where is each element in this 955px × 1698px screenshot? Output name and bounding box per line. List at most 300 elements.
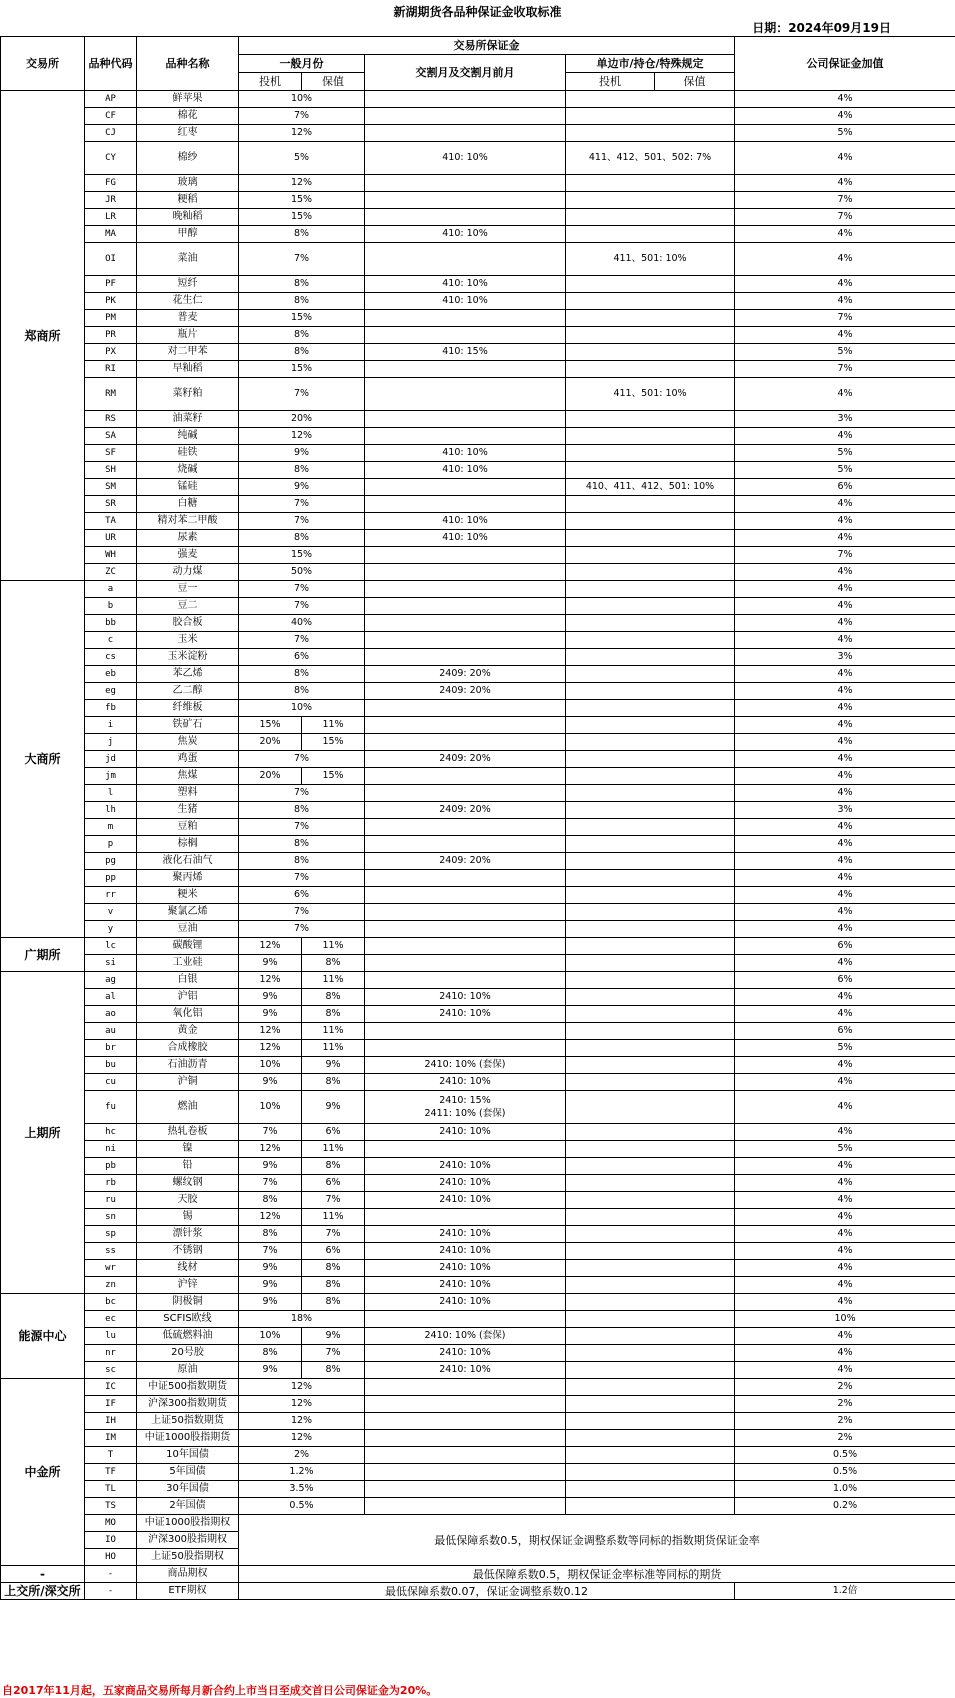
delivery-month-margin xyxy=(365,361,566,378)
delivery-month-margin xyxy=(365,972,566,989)
product-name: 中证500指数期货 xyxy=(137,1379,239,1396)
special-margin xyxy=(566,1023,735,1040)
product-name: 铁矿石 xyxy=(137,717,239,734)
general-hedge-margin: 9% xyxy=(302,1057,365,1074)
product-name: 甲醇 xyxy=(137,226,239,243)
delivery-month-margin: 2410: 10% xyxy=(365,1175,566,1192)
product-name: 塑料 xyxy=(137,785,239,802)
table-row xyxy=(1,1430,955,1447)
delivery-month-margin xyxy=(365,785,566,802)
delivery-month-margin xyxy=(365,411,566,428)
general-margin: 12% xyxy=(239,1413,365,1430)
special-margin xyxy=(566,887,735,904)
product-name: 线材 xyxy=(137,1260,239,1277)
product-name: 20号胶 xyxy=(137,1345,239,1362)
general-hedge-margin: 9% xyxy=(302,1091,365,1124)
general-margin: 12% xyxy=(239,1430,365,1447)
delivery-month-margin xyxy=(365,192,566,209)
table-row xyxy=(1,1023,955,1040)
company-add-margin: 2% xyxy=(735,1396,955,1413)
table-row xyxy=(1,734,955,751)
product-name: ETF期权 xyxy=(137,1583,239,1600)
product-name: 豆粕 xyxy=(137,819,239,836)
general-hedge-margin: 7% xyxy=(302,1226,365,1243)
special-margin xyxy=(566,1175,735,1192)
general-hedge-margin: 11% xyxy=(302,1209,365,1226)
product-code: y xyxy=(85,921,137,938)
general-hedge-margin: 9% xyxy=(302,1328,365,1345)
delivery-month-margin xyxy=(365,700,566,717)
company-add-margin: 2% xyxy=(735,1413,955,1430)
company-add-margin: 4% xyxy=(735,632,955,649)
product-name: 棕榈 xyxy=(137,836,239,853)
special-margin xyxy=(566,125,735,142)
product-code: SH xyxy=(85,462,137,479)
product-name: 纤维板 xyxy=(137,700,239,717)
product-name: 沪锌 xyxy=(137,1277,239,1294)
company-add-margin: 6% xyxy=(735,972,955,989)
special-margin xyxy=(566,1057,735,1074)
general-spec-margin: 12% xyxy=(239,972,302,989)
special-margin xyxy=(566,1074,735,1091)
general-spec-margin: 8% xyxy=(239,1192,302,1209)
product-code: PR xyxy=(85,327,137,344)
general-margin: 15% xyxy=(239,361,365,378)
delivery-month-margin: 2410: 10% xyxy=(365,1226,566,1243)
general-spec-margin: 12% xyxy=(239,1209,302,1226)
general-spec-margin: 7% xyxy=(239,1124,302,1141)
footnote: 自2017年11月起，五家商品交易所每月新合约上市当日至成交首日公司保证金为20%。 xyxy=(2,1684,438,1697)
product-code: ec xyxy=(85,1311,137,1328)
company-add-margin: 4% xyxy=(735,734,955,751)
delivery-month-margin: 2410: 10% xyxy=(365,1260,566,1277)
product-name: 棉花 xyxy=(137,108,239,125)
company-add-margin: 5% xyxy=(735,1040,955,1057)
product-name: 锡 xyxy=(137,1209,239,1226)
company-add-margin: 4% xyxy=(735,1175,955,1192)
product-name: 花生仁 xyxy=(137,293,239,310)
delivery-month-margin: 2409: 20% xyxy=(365,802,566,819)
general-margin: 20% xyxy=(239,411,365,428)
general-margin: 10% xyxy=(239,700,365,717)
product-name: 豆油 xyxy=(137,921,239,938)
delivery-month-margin xyxy=(365,581,566,598)
product-name: 镍 xyxy=(137,1141,239,1158)
product-name: 对二甲苯 xyxy=(137,344,239,361)
table-row xyxy=(1,1294,955,1311)
special-margin xyxy=(566,870,735,887)
special-margin xyxy=(566,853,735,870)
company-add-margin: 4% xyxy=(735,108,955,125)
product-name: 碳酸锂 xyxy=(137,938,239,955)
general-margin: 12% xyxy=(239,175,365,192)
product-name: 硅铁 xyxy=(137,445,239,462)
table-row xyxy=(1,768,955,785)
company-add-margin: 1.0% xyxy=(735,1481,955,1498)
general-margin: 12% xyxy=(239,428,365,445)
special-margin xyxy=(566,734,735,751)
delivery-line: 2411: 10% (套保) xyxy=(424,1107,506,1119)
table-row xyxy=(1,921,955,938)
delivery-month-margin xyxy=(365,734,566,751)
general-margin: 7% xyxy=(239,378,365,411)
delivery-month-margin xyxy=(365,108,566,125)
delivery-month-margin: 2409: 20% xyxy=(365,853,566,870)
general-spec-margin: 12% xyxy=(239,1040,302,1057)
delivery-month-margin: 410: 10% xyxy=(365,293,566,310)
general-hedge-margin: 15% xyxy=(302,734,365,751)
table-row xyxy=(1,564,955,581)
special-margin xyxy=(566,1209,735,1226)
product-code: rb xyxy=(85,1175,137,1192)
table-row xyxy=(1,310,955,327)
product-name: 黄金 xyxy=(137,1023,239,1040)
delivery-month-margin: 2410: 10% xyxy=(365,1124,566,1141)
product-code: pg xyxy=(85,853,137,870)
company-add-margin: 4% xyxy=(735,887,955,904)
general-spec-margin: 12% xyxy=(239,1023,302,1040)
product-code: LR xyxy=(85,209,137,226)
product-code: lh xyxy=(85,802,137,819)
product-name: 棉纱 xyxy=(137,142,239,175)
company-add-margin: 4% xyxy=(735,1294,955,1311)
table-row xyxy=(1,1175,955,1192)
special-margin xyxy=(566,293,735,310)
product-code: lu xyxy=(85,1328,137,1345)
table-row xyxy=(1,1074,955,1091)
company-add-margin: 4% xyxy=(735,276,955,293)
product-name: 强麦 xyxy=(137,547,239,564)
special-margin xyxy=(566,445,735,462)
special-margin xyxy=(566,428,735,445)
table-row xyxy=(1,428,955,445)
general-hedge-margin: 8% xyxy=(302,1294,365,1311)
product-code: l xyxy=(85,785,137,802)
exchange-name: 上期所 xyxy=(1,972,85,1294)
table-row xyxy=(1,378,955,411)
general-margin: 8% xyxy=(239,276,365,293)
general-margin: 7% xyxy=(239,870,365,887)
delivery-month-margin xyxy=(365,1209,566,1226)
delivery-month-margin xyxy=(365,1023,566,1040)
special-margin xyxy=(566,1464,735,1481)
product-code: JR xyxy=(85,192,137,209)
product-code: a xyxy=(85,581,137,598)
product-name: 纯碱 xyxy=(137,428,239,445)
product-code: c xyxy=(85,632,137,649)
header-exchange: 交易所 xyxy=(1,37,85,91)
company-add-margin: 4% xyxy=(735,1328,955,1345)
exchange-name: 大商所 xyxy=(1,581,85,938)
product-code: pp xyxy=(85,870,137,887)
company-add-margin: 4% xyxy=(735,785,955,802)
delivery-month-margin: 2409: 20% xyxy=(365,751,566,768)
product-code: RS xyxy=(85,411,137,428)
company-add-margin: 2% xyxy=(735,1430,955,1447)
table-row xyxy=(1,989,955,1006)
general-hedge-margin: 11% xyxy=(302,1141,365,1158)
company-add-margin: 4% xyxy=(735,819,955,836)
general-spec-margin: 15% xyxy=(239,717,302,734)
product-code: cs xyxy=(85,649,137,666)
table-row xyxy=(1,496,955,513)
table-row xyxy=(1,1057,955,1074)
table-row xyxy=(1,108,955,125)
company-add-margin: 7% xyxy=(735,310,955,327)
special-margin xyxy=(566,108,735,125)
special-margin xyxy=(566,904,735,921)
general-hedge-margin: 11% xyxy=(302,1040,365,1057)
product-code: ss xyxy=(85,1243,137,1260)
table-row xyxy=(1,1192,955,1209)
product-name: 苯乙烯 xyxy=(137,666,239,683)
table-row xyxy=(1,751,955,768)
company-add-margin: 4% xyxy=(735,1124,955,1141)
product-code: eb xyxy=(85,666,137,683)
table-row xyxy=(1,1260,955,1277)
delivery-month-margin xyxy=(365,1447,566,1464)
special-margin xyxy=(566,1430,735,1447)
delivery-month-margin: 410: 10% xyxy=(365,226,566,243)
product-code: MA xyxy=(85,226,137,243)
table-row xyxy=(1,581,955,598)
company-add-margin: 4% xyxy=(735,293,955,310)
special-margin xyxy=(566,175,735,192)
product-code: AP xyxy=(85,91,137,108)
general-spec-margin: 10% xyxy=(239,1328,302,1345)
product-code: j xyxy=(85,734,137,751)
table-row xyxy=(1,632,955,649)
general-spec-margin: 8% xyxy=(239,1226,302,1243)
table-row xyxy=(1,683,955,700)
delivery-month-margin: 2410: 10% xyxy=(365,1345,566,1362)
table-row xyxy=(1,649,955,666)
product-name: 晚籼稻 xyxy=(137,209,239,226)
delivery-month-margin: 2410: 10% xyxy=(365,1362,566,1379)
table-row xyxy=(1,1447,955,1464)
table-row xyxy=(1,836,955,853)
table-row xyxy=(1,479,955,496)
general-spec-margin: 8% xyxy=(239,1345,302,1362)
table-row xyxy=(1,785,955,802)
delivery-month-margin: 410: 10% xyxy=(365,445,566,462)
header-general-hedge: 保值 xyxy=(302,73,365,91)
table-row xyxy=(1,175,955,192)
special-margin xyxy=(566,666,735,683)
company-add-margin: 5% xyxy=(735,1141,955,1158)
table-row xyxy=(1,1481,955,1498)
company-add-margin: 4% xyxy=(735,496,955,513)
product-name: 天胶 xyxy=(137,1192,239,1209)
company-add-margin: 5% xyxy=(735,462,955,479)
general-spec-margin: 9% xyxy=(239,1260,302,1277)
delivery-month-margin xyxy=(365,632,566,649)
company-add-margin: 4% xyxy=(735,1226,955,1243)
delivery-month-margin xyxy=(365,209,566,226)
special-margin xyxy=(566,1481,735,1498)
exchange-name: 上交所/深交所 xyxy=(1,1583,85,1600)
product-code: ru xyxy=(85,1192,137,1209)
general-spec-margin: 10% xyxy=(239,1091,302,1124)
company-add-margin: 4% xyxy=(735,564,955,581)
company-add-margin: 4% xyxy=(735,1074,955,1091)
company-add-margin: 7% xyxy=(735,547,955,564)
delivery-month-margin xyxy=(365,1464,566,1481)
product-code: v xyxy=(85,904,137,921)
product-name: 沪深300股指期权 xyxy=(137,1532,239,1549)
delivery-month-margin: 2410: 10% xyxy=(365,1294,566,1311)
table-row xyxy=(1,1311,955,1328)
delivery-month-margin xyxy=(365,243,566,276)
company-add-margin: 4% xyxy=(735,1192,955,1209)
company-add-margin: 4% xyxy=(735,1091,955,1124)
delivery-month-margin xyxy=(365,836,566,853)
general-spec-margin: 12% xyxy=(239,938,302,955)
special-margin xyxy=(566,1311,735,1328)
general-margin: 15% xyxy=(239,547,365,564)
table-row xyxy=(1,1040,955,1057)
delivery-month-margin: 2410: 10% xyxy=(365,1243,566,1260)
product-code: IC xyxy=(85,1379,137,1396)
general-margin: 1.2% xyxy=(239,1464,365,1481)
table-row xyxy=(1,462,955,479)
table-row xyxy=(1,1362,955,1379)
company-add-margin: 10% xyxy=(735,1311,955,1328)
delivery-month-margin xyxy=(365,1481,566,1498)
general-margin: 7% xyxy=(239,632,365,649)
company-add-margin: 4% xyxy=(735,1057,955,1074)
table-row xyxy=(1,1226,955,1243)
product-code: wr xyxy=(85,1260,137,1277)
table-row xyxy=(1,344,955,361)
product-name: 白银 xyxy=(137,972,239,989)
product-code: bu xyxy=(85,1057,137,1074)
general-spec-margin: 10% xyxy=(239,1057,302,1074)
special-margin xyxy=(566,717,735,734)
delivery-month-margin xyxy=(365,1396,566,1413)
product-code: br xyxy=(85,1040,137,1057)
delivery-month-margin xyxy=(365,1498,566,1515)
product-name: 菜油 xyxy=(137,243,239,276)
table-row xyxy=(1,853,955,870)
special-margin xyxy=(566,836,735,853)
general-hedge-margin: 11% xyxy=(302,938,365,955)
general-hedge-margin: 8% xyxy=(302,1074,365,1091)
product-name: 不锈钢 xyxy=(137,1243,239,1260)
product-name: 粳稻 xyxy=(137,192,239,209)
general-margin: 8% xyxy=(239,462,365,479)
company-add-margin: 4% xyxy=(735,327,955,344)
special-margin xyxy=(566,598,735,615)
special-margin xyxy=(566,547,735,564)
product-name: 铅 xyxy=(137,1158,239,1175)
special-margin xyxy=(566,819,735,836)
special-margin xyxy=(566,921,735,938)
table-row xyxy=(1,1124,955,1141)
company-add-margin: 4% xyxy=(735,226,955,243)
company-add-margin: 4% xyxy=(735,598,955,615)
product-name: 10年国债 xyxy=(137,1447,239,1464)
product-code: jd xyxy=(85,751,137,768)
product-code: TF xyxy=(85,1464,137,1481)
product-code: SM xyxy=(85,479,137,496)
general-margin: 15% xyxy=(239,310,365,327)
product-name: 鸡蛋 xyxy=(137,751,239,768)
company-add-margin: 7% xyxy=(735,192,955,209)
general-hedge-margin: 8% xyxy=(302,1362,365,1379)
special-margin xyxy=(566,1124,735,1141)
company-add-margin: 4% xyxy=(735,751,955,768)
delivery-line: 2410: 15% xyxy=(439,1095,491,1106)
commodity-option-note: 最低保障系数0.5，期权保证金率标准等同标的期货 xyxy=(239,1566,955,1583)
delivery-month-margin xyxy=(365,1379,566,1396)
general-margin: 12% xyxy=(239,1396,365,1413)
general-hedge-margin: 6% xyxy=(302,1243,365,1260)
special-margin xyxy=(566,1294,735,1311)
company-add-margin: 4% xyxy=(735,955,955,972)
product-name: 焦炭 xyxy=(137,734,239,751)
table-row xyxy=(1,887,955,904)
general-margin: 50% xyxy=(239,564,365,581)
company-add-margin: 0.5% xyxy=(735,1447,955,1464)
product-name: 中证1000股指期权 xyxy=(137,1515,239,1532)
general-margin: 7% xyxy=(239,819,365,836)
company-add-margin: 4% xyxy=(735,1209,955,1226)
delivery-month-margin: 410: 10% xyxy=(365,462,566,479)
company-add-margin: 3% xyxy=(735,411,955,428)
company-add-margin: 4% xyxy=(735,175,955,192)
general-margin: 6% xyxy=(239,887,365,904)
general-hedge-margin: 6% xyxy=(302,1175,365,1192)
product-code: CY xyxy=(85,142,137,175)
delivery-month-margin: 410: 10% xyxy=(365,142,566,175)
general-spec-margin: 20% xyxy=(239,734,302,751)
product-code: - xyxy=(85,1566,137,1583)
delivery-month-margin xyxy=(365,598,566,615)
special-margin xyxy=(566,192,735,209)
general-margin: 7% xyxy=(239,496,365,513)
product-code: TS xyxy=(85,1498,137,1515)
company-add-margin: 4% xyxy=(735,1277,955,1294)
delivery-month-margin xyxy=(365,310,566,327)
product-name: 烧碱 xyxy=(137,462,239,479)
product-code: au xyxy=(85,1023,137,1040)
table-row xyxy=(1,192,955,209)
table-row xyxy=(1,293,955,310)
company-add-margin: 4% xyxy=(735,1345,955,1362)
product-name: 豆二 xyxy=(137,598,239,615)
company-add-margin: 4% xyxy=(735,768,955,785)
special-margin xyxy=(566,1260,735,1277)
product-code: MO xyxy=(85,1515,137,1532)
header-general-month: 一般月份 xyxy=(239,55,365,73)
table-row xyxy=(1,226,955,243)
general-margin: 7% xyxy=(239,785,365,802)
general-hedge-margin: 11% xyxy=(302,972,365,989)
general-spec-margin: 9% xyxy=(239,955,302,972)
special-margin: 410、411、412、501: 10% xyxy=(566,479,735,496)
general-margin: 10% xyxy=(239,91,365,108)
product-code: lc xyxy=(85,938,137,955)
product-code: RI xyxy=(85,361,137,378)
delivery-month-margin: 410: 10% xyxy=(365,530,566,547)
product-code: SF xyxy=(85,445,137,462)
special-margin xyxy=(566,1396,735,1413)
special-margin: 411、412、501、502: 7% xyxy=(566,142,735,175)
delivery-month-margin: 2410: 10% xyxy=(365,1158,566,1175)
table-row xyxy=(1,1583,955,1600)
company-add-margin: 0.2% xyxy=(735,1498,955,1515)
